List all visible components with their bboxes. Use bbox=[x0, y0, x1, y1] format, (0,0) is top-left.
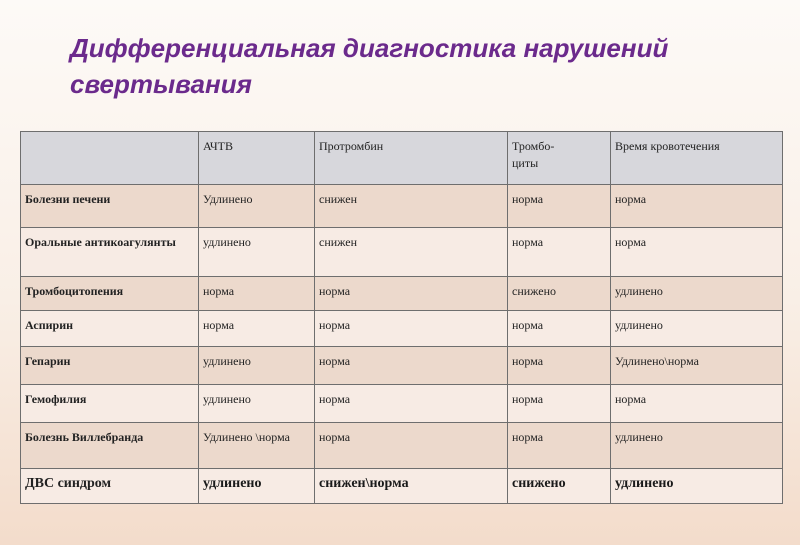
table-row bbox=[21, 311, 783, 347]
table-cell: норма bbox=[315, 385, 508, 423]
table-cell: снижен bbox=[315, 185, 508, 228]
table-cell: норма bbox=[315, 277, 508, 311]
table-cell: норма bbox=[508, 228, 611, 277]
row-label: Болезни печени bbox=[21, 185, 199, 228]
table-cell: удлинено bbox=[611, 277, 783, 311]
header-cell-aptt: АЧТВ bbox=[199, 132, 315, 185]
table-cell: норма bbox=[508, 347, 611, 385]
table-header-row bbox=[21, 132, 783, 185]
table-cell: норма bbox=[315, 347, 508, 385]
table-cell: удлинено bbox=[611, 423, 783, 469]
table-cell: снижен\норма bbox=[315, 469, 508, 504]
header-cell-platelets: Тромбо- циты bbox=[508, 132, 611, 185]
table-row bbox=[21, 228, 783, 277]
table-cell: норма bbox=[611, 385, 783, 423]
table-cell: Удлинено\норма bbox=[611, 347, 783, 385]
row-label: Аспирин bbox=[21, 311, 199, 347]
table-cell: удлинено bbox=[199, 347, 315, 385]
table-cell: удлинено bbox=[611, 311, 783, 347]
table-cell: удлинено bbox=[199, 469, 315, 504]
table-cell: удлинено bbox=[199, 228, 315, 277]
table-cell: снижено bbox=[508, 277, 611, 311]
table-row bbox=[21, 347, 783, 385]
title-line-2: свертывания bbox=[70, 69, 252, 99]
row-label: Болезнь Виллебранда bbox=[21, 423, 199, 469]
table-cell: норма bbox=[315, 311, 508, 347]
table-cell: норма bbox=[508, 385, 611, 423]
table-cell: норма bbox=[508, 185, 611, 228]
row-label: Оральные антикоагулянты bbox=[21, 228, 199, 277]
header-cell-prothrombin: Протромбин bbox=[315, 132, 508, 185]
table-cell: норма bbox=[508, 423, 611, 469]
table-cell: удлинено bbox=[199, 385, 315, 423]
table-cell: Удлинено bbox=[199, 185, 315, 228]
table-row bbox=[21, 423, 783, 469]
row-label: Гемофилия bbox=[21, 385, 199, 423]
row-label: ДВС синдром bbox=[21, 469, 199, 504]
table-row bbox=[21, 185, 783, 228]
slide-title bbox=[70, 30, 770, 102]
header-cell-empty bbox=[21, 132, 199, 185]
table-cell: норма bbox=[611, 228, 783, 277]
table-cell: норма bbox=[199, 311, 315, 347]
table-row bbox=[21, 385, 783, 423]
table-row bbox=[21, 277, 783, 311]
table-cell: Удлинено \норма bbox=[199, 423, 315, 469]
table-cell: удлинено bbox=[611, 469, 783, 504]
table-cell: снижено bbox=[508, 469, 611, 504]
table-cell: норма bbox=[508, 311, 611, 347]
header-cell-bleeding-time: Время кровотечения bbox=[611, 132, 783, 185]
row-label: Тромбоцитопения bbox=[21, 277, 199, 311]
table-row bbox=[21, 469, 783, 504]
row-label: Гепарин bbox=[21, 347, 199, 385]
table-cell: норма bbox=[315, 423, 508, 469]
table-cell: норма bbox=[611, 185, 783, 228]
table-cell: снижен bbox=[315, 228, 508, 277]
diagnosis-table bbox=[20, 131, 783, 504]
table-cell: норма bbox=[199, 277, 315, 311]
title-line-1: Дифференциальная диагностика нарушений bbox=[70, 33, 669, 63]
